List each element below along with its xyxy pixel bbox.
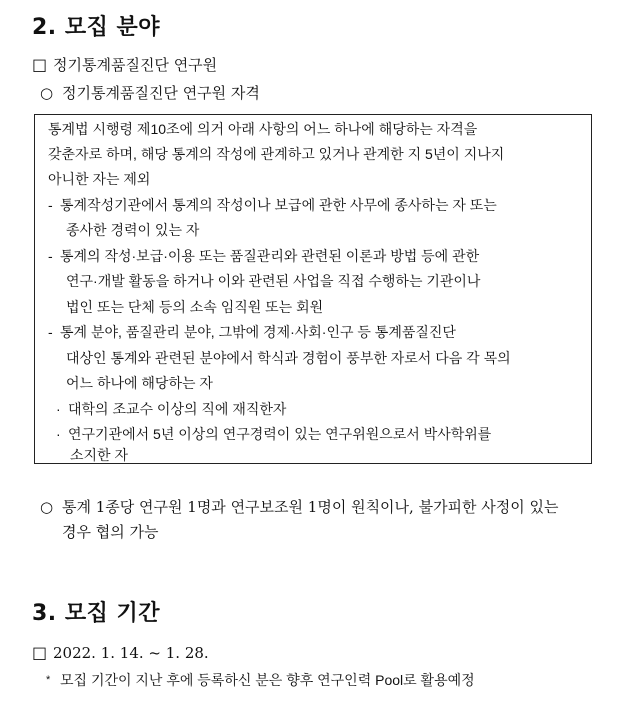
- recruitment-note-line-2: 경우 협의 가능: [62, 523, 159, 541]
- qualification-line-text: 연구기관에서 5년 이상의 연구경력이 있는 연구위원으로서 박사학위를: [68, 426, 492, 442]
- qualification-line-text: 통계법 시행령 제10조에 의거 아래 사항의 어느 하나에 해당하는 자격을: [48, 121, 478, 137]
- qualification-line: [48, 144, 504, 164]
- circle-bullet-icon: ○: [40, 84, 54, 102]
- qualification-line-text: 소지한 자: [70, 447, 128, 463]
- qualification-line: [48, 119, 477, 139]
- qualification-line-text: 법인 또는 단체 등의 소속 임직원 또는 회원: [66, 299, 324, 315]
- qualification-line: [66, 220, 199, 240]
- qualification-line: [66, 271, 480, 291]
- period-note-text: 모집 기간이 지난 후에 등록하신 분은 향후 연구인력 Pool로 활용예정: [60, 672, 475, 688]
- qualification-line-text: 연구·개발 활동을 하거나 이와 관련된 사업을 직접 수행하는 기관이나: [66, 273, 481, 289]
- middle-dot-bullet: ·: [56, 426, 61, 442]
- qualification-line: [66, 297, 323, 317]
- asterisk-icon: *: [46, 674, 51, 686]
- recruitment-note: [40, 496, 559, 517]
- qualification-box: [34, 114, 592, 464]
- period-note: [46, 670, 475, 690]
- square-bullet-icon: □: [32, 643, 48, 662]
- section-title-recruitment-field: 2. 모집 분야: [32, 15, 160, 40]
- dash-bullet: -: [48, 197, 53, 213]
- researcher-heading-text: 정기통계품질진단 연구원: [53, 56, 218, 74]
- qualification-line-text: 통계작성기관에서 통계의 작성이나 보급에 관한 사무에 종사하는 자 또는: [60, 197, 497, 213]
- qualification-line: [48, 322, 456, 342]
- qualification-line: [48, 246, 479, 266]
- qualification-line: [70, 445, 128, 465]
- dash-bullet: -: [48, 248, 53, 264]
- qualification-line: [48, 169, 150, 189]
- qualification-line: [56, 424, 491, 444]
- period-dates: [32, 643, 209, 662]
- qualification-line-text: 대학의 조교수 이상의 직에 재직한자: [68, 401, 287, 417]
- period-dates-text: 2022. 1. 14. ~ 1. 28.: [53, 644, 209, 662]
- square-bullet-icon: □: [32, 55, 48, 74]
- qualification-line-text: 종사한 경력이 있는 자: [66, 222, 200, 238]
- qualification-line: [56, 399, 286, 419]
- qualification-line-text: 아니한 자는 제외: [48, 171, 151, 187]
- circle-bullet-icon: ○: [40, 498, 54, 516]
- section-title-recruitment-period: 3. 모집 기간: [32, 601, 160, 626]
- qualification-line-text: 대상인 통계와 관련된 분야에서 학식과 경험이 풍부한 자로서 다음 각 목의: [66, 350, 511, 366]
- qualification-heading-text: 정기통계품질진단 연구원 자격: [62, 84, 260, 102]
- qualification-line: [48, 195, 497, 215]
- qualification-line: [66, 348, 511, 368]
- middle-dot-bullet: ·: [56, 401, 61, 417]
- qualification-line-text: 어느 하나에 해당하는 자: [66, 375, 213, 391]
- dash-bullet: -: [48, 324, 53, 340]
- recruitment-note-line-1: 통계 1종당 연구원 1명과 연구보조원 1명이 원칙이나, 불가피한 사정이 있는: [62, 498, 559, 516]
- qualification-line: [66, 373, 213, 393]
- qualification-line-text: 통계의 작성·보급·이용 또는 품질관리와 관련된 이론과 방법 등에 관한: [60, 248, 480, 264]
- researcher-heading: [32, 54, 217, 75]
- qualification-line-text: 통계 분야, 품질관리 분야, 그밖에 경제·사회·인구 등 통계품질진단: [60, 324, 456, 340]
- qualification-heading: [40, 82, 260, 103]
- qualification-line-text: 갖춘자로 하며, 해당 통계의 작성에 관계하고 있거나 관계한 지 5년이 지나지: [48, 146, 505, 162]
